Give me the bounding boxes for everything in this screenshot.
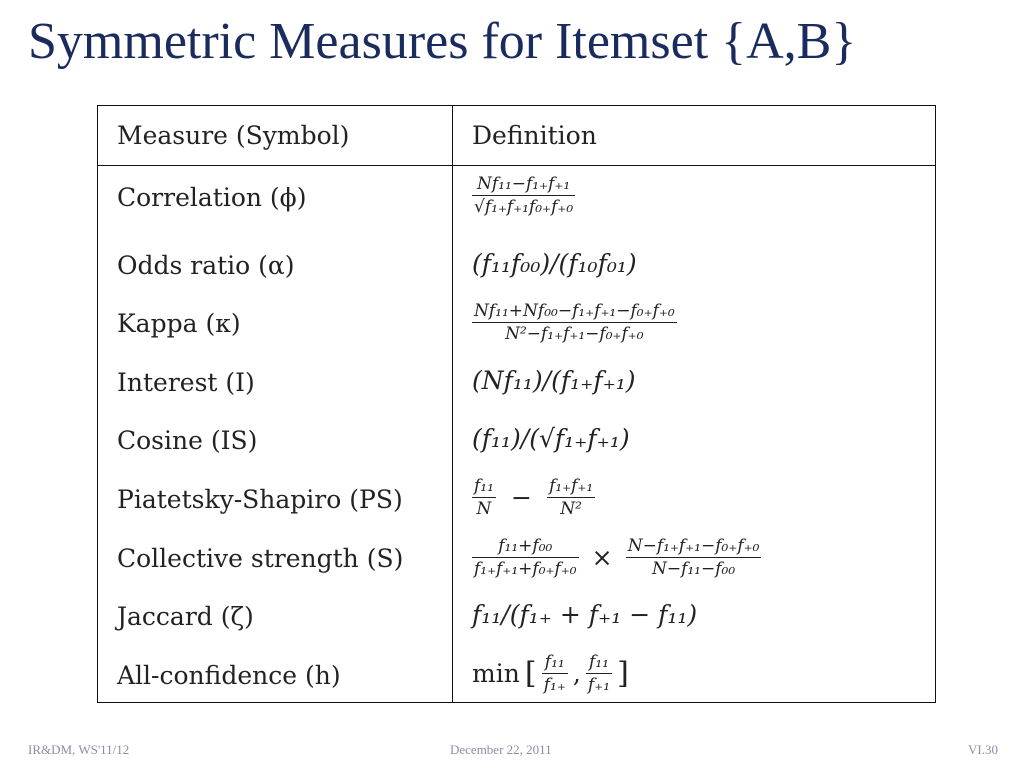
row-odds-ratio-definition: (f₁₁f₀₀)/(f₁₀f₀₁) bbox=[472, 249, 637, 278]
row-jaccard-name: Jaccard (ζ) bbox=[117, 602, 254, 631]
row-interest-name: Interest (I) bbox=[117, 368, 255, 397]
table-column-divider-lower bbox=[452, 526, 453, 702]
row-all-confidence-definition: min [ $\frac{\text{f₁₁}}{\text{f₁₊}}$ , $\frac{\text{f₁₁}}{\text{f₊₁}}$ ] bbox=[472, 652, 629, 695]
correlation-fraction: $\frac{\text{Nf₁₁−f₁₊f₊₁}}{\text{√f₁₊f₊₁f₀₊f₊₀}}$ bbox=[474, 174, 574, 217]
kappa-fraction: $\frac{\text{Nf₁₁+Nf₀₀−f₁₊f₊₁−f₀₊f₊₀}}{\text{N²−f₁₊f₊₁−f₀₊f₊₀}}$ bbox=[474, 301, 675, 344]
row-kappa-definition bbox=[472, 301, 677, 344]
row-collective-strength-name: Collective strength (S) bbox=[117, 544, 404, 573]
header-measure: Measure (Symbol) bbox=[117, 121, 350, 150]
row-kappa-name: Kappa (κ) bbox=[117, 309, 241, 338]
table-header-divider bbox=[98, 165, 935, 166]
ac-fraction-b: $\frac{\text{f₁₁}}{\text{f₊₁}}$ bbox=[587, 652, 611, 695]
row-cosine-name: Cosine (IS) bbox=[117, 426, 258, 455]
ac-fraction-a: $\frac{\text{f₁₁}}{\text{f₁₊}}$ bbox=[543, 652, 566, 695]
row-odds-ratio-name: Odds ratio (α) bbox=[117, 251, 295, 280]
table-column-divider bbox=[452, 106, 453, 526]
ps-fraction-a: $\frac{\text{f₁₁}}{N}$ bbox=[474, 476, 494, 519]
row-piatetsky-shapiro-definition: $\frac{\text{f₁₁}}{N}$ − $\frac{\text{f₁₊f₊₁}}{\text{N²}}$ bbox=[474, 476, 594, 519]
row-cosine-definition: (f₁₁)/(√f₁₊f₊₁) bbox=[472, 424, 630, 453]
slide-title: Symmetric Measures for Itemset {A,B} bbox=[28, 13, 857, 70]
row-all-confidence-name: All-confidence (h) bbox=[117, 661, 341, 690]
header-definition: Definition bbox=[472, 121, 597, 150]
footer-slide-number: VI.30 bbox=[968, 742, 998, 757]
row-collective-strength-definition: $\frac{\text{f₁₁+f₀₀}}{\text{f₁₊f₊₁+f₀₊f₊₀}}$ × $\frac{\text{N−f₁₊f₊₁−f₀₊f₊₀}}{\text{N−f₁₁−f₀₀}}$ bbox=[474, 536, 760, 579]
footer-date: December 22, 2011 bbox=[450, 742, 552, 757]
row-correlation-definition bbox=[472, 174, 575, 217]
row-piatetsky-shapiro-name: Piatetsky-Shapiro (PS) bbox=[117, 485, 403, 514]
cs-fraction-a: $\frac{\text{f₁₁+f₀₀}}{\text{f₁₊f₊₁+f₀₊f₊₀}}$ bbox=[474, 536, 577, 579]
measures-table bbox=[97, 105, 936, 703]
row-correlation-name: Correlation (ϕ) bbox=[117, 183, 307, 212]
row-jaccard-definition: f₁₁/(f₁₊ + f₊₁ − f₁₁) bbox=[472, 600, 698, 629]
cs-fraction-b: $\frac{\text{N−f₁₊f₊₁−f₀₊f₊₀}}{\text{N−f₁₁−f₀₀}}$ bbox=[627, 536, 760, 579]
row-interest-definition: (Nf₁₁)/(f₁₊f₊₁) bbox=[472, 366, 636, 395]
footer-course: IR&DM, WS'11/12 bbox=[28, 742, 130, 757]
ps-fraction-b: $\frac{\text{f₁₊f₊₁}}{\text{N²}}$ bbox=[549, 476, 594, 519]
